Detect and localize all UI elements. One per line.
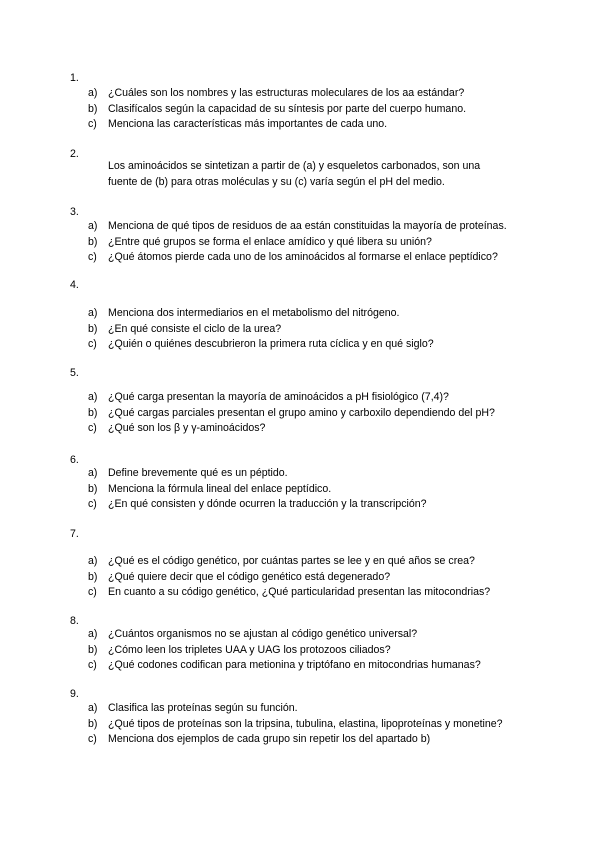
item-letter: a): [88, 220, 98, 232]
item-text: ¿Qué son los β y γ-aminoácidos?: [108, 422, 266, 435]
item-text: ¿En qué consisten y dónde ocurren la traducción y la transcripción?: [108, 498, 427, 511]
item-text: Define brevemente qué es un péptido.: [108, 467, 288, 479]
item-text: Menciona dos intermediarios en el metabolismo del nitrógeno.: [108, 307, 400, 319]
item-letter: a): [88, 391, 98, 403]
item-letter: c): [88, 422, 97, 435]
list-item: [0, 717, 600, 733]
item-text: ¿Qué átomos pierde cada uno de los aminoácidos al formarse el enlace peptídico?: [108, 251, 498, 264]
item-letter: b): [88, 482, 98, 495]
list-item: [0, 102, 600, 118]
list-item: [0, 658, 600, 674]
item-text: Menciona dos ejemplos de cada grupo sin repetir los del apartado b): [108, 733, 431, 746]
item-text: ¿Entre qué grupos se forma el enlace amídico y qué libera su unión?: [108, 235, 432, 248]
question-paragraph: [108, 159, 528, 190]
paragraph-line: fuente de (b) para otras moléculas y su (c) varía según el pH del medio.: [108, 175, 445, 188]
item-letter: c): [88, 659, 97, 672]
item-text: ¿Qué es el código genético, por cuántas partes se lee y en qué años se crea?: [108, 555, 475, 567]
item-text: ¿Qué carga presentan la mayoría de aminoácidos a pH fisiológico (7,4)?: [108, 391, 449, 403]
item-letter: a): [88, 87, 98, 99]
item-letter: b): [88, 406, 98, 419]
item-letter: a): [88, 555, 98, 567]
item-letter: c): [88, 118, 97, 131]
question-items: [0, 554, 600, 601]
item-text: ¿Qué quiere decir que el código genético está degenerado?: [108, 570, 391, 583]
list-item: [0, 322, 600, 338]
item-letter: c): [88, 586, 97, 599]
question-items: [0, 306, 600, 353]
list-item: [0, 570, 600, 586]
paragraph-line: Los aminoácidos se sintetizan a partir de (a) y esqueletos carbonados, son una: [108, 160, 481, 172]
item-letter: a): [88, 307, 98, 319]
question-number: 6.: [70, 454, 79, 466]
list-item: [0, 554, 600, 570]
item-text: ¿En qué consiste el ciclo de la urea?: [108, 322, 282, 335]
list-item: [0, 306, 600, 322]
question-number: 2.: [70, 148, 79, 160]
item-letter: b): [88, 322, 98, 335]
item-letter: b): [88, 643, 98, 656]
question-items: [0, 390, 600, 437]
question-items: [0, 627, 600, 674]
list-item: [0, 701, 600, 717]
list-item: [0, 482, 600, 498]
item-letter: c): [88, 498, 97, 511]
list-item: [0, 497, 600, 513]
item-text: ¿Quién o quiénes descubrieron la primera ruta cíclica y en qué siglo?: [108, 338, 434, 351]
list-item: [0, 337, 600, 353]
list-item: [0, 585, 600, 601]
item-letter: a): [88, 628, 98, 640]
item-letter: c): [88, 733, 97, 746]
list-item: [0, 421, 600, 437]
list-item: [0, 117, 600, 133]
question-number: 3.: [70, 206, 79, 218]
question-number: 7.: [70, 528, 79, 540]
item-text: Clasifícalos según la capacidad de su síntesis por parte del cuerpo humano.: [108, 102, 467, 115]
item-letter: a): [88, 702, 98, 714]
item-text: ¿Qué codones codifican para metionina y triptófano en mitocondrias humanas?: [108, 659, 481, 672]
question-items: [0, 466, 600, 513]
list-item: [0, 466, 600, 482]
question-items: [0, 219, 600, 266]
item-text: Clasifica las proteínas según su función.: [108, 702, 298, 714]
list-item: [0, 86, 600, 102]
item-text: ¿Qué cargas parciales presentan el grupo amino y carboxilo dependiendo del pH?: [108, 406, 495, 419]
list-item: [0, 732, 600, 748]
item-letter: c): [88, 251, 97, 264]
question-items: [0, 86, 600, 133]
item-letter: b): [88, 717, 98, 730]
item-text: ¿Qué tipos de proteínas son la tripsina, tubulina, elastina, lipoproteínas y monetine?: [108, 717, 503, 730]
item-text: ¿Cómo leen los tripletes UAA y UAG los protozoos ciliados?: [108, 643, 391, 656]
list-item: [0, 643, 600, 659]
question-number: 5.: [70, 367, 79, 379]
list-item: [0, 390, 600, 406]
question-number: 4.: [70, 279, 79, 291]
item-text: Menciona la fórmula lineal del enlace peptídico.: [108, 482, 332, 495]
list-item: [0, 250, 600, 266]
list-item: [0, 406, 600, 422]
list-item: [0, 219, 600, 235]
item-text: En cuanto a su código genético, ¿Qué particularidad presentan las mitocondrias?: [108, 586, 491, 599]
item-letter: c): [88, 338, 97, 351]
question-items: [0, 701, 600, 748]
item-letter: b): [88, 102, 98, 115]
item-text: ¿Cuáles son los nombres y las estructuras moleculares de los aa estándar?: [108, 87, 465, 99]
list-item: [0, 235, 600, 251]
item-text: Menciona de qué tipos de residuos de aa están constituidas la mayoría de proteínas.: [108, 220, 507, 232]
question-number: 8.: [70, 615, 79, 627]
list-item: [0, 627, 600, 643]
item-text: Menciona las características más importantes de cada uno.: [108, 118, 388, 131]
item-text: ¿Cuántos organismos no se ajustan al código genético universal?: [108, 628, 418, 640]
item-letter: b): [88, 570, 98, 583]
item-letter: a): [88, 467, 98, 479]
item-letter: b): [88, 235, 98, 248]
question-number: 9.: [70, 688, 79, 700]
question-number: 1.: [70, 72, 79, 84]
